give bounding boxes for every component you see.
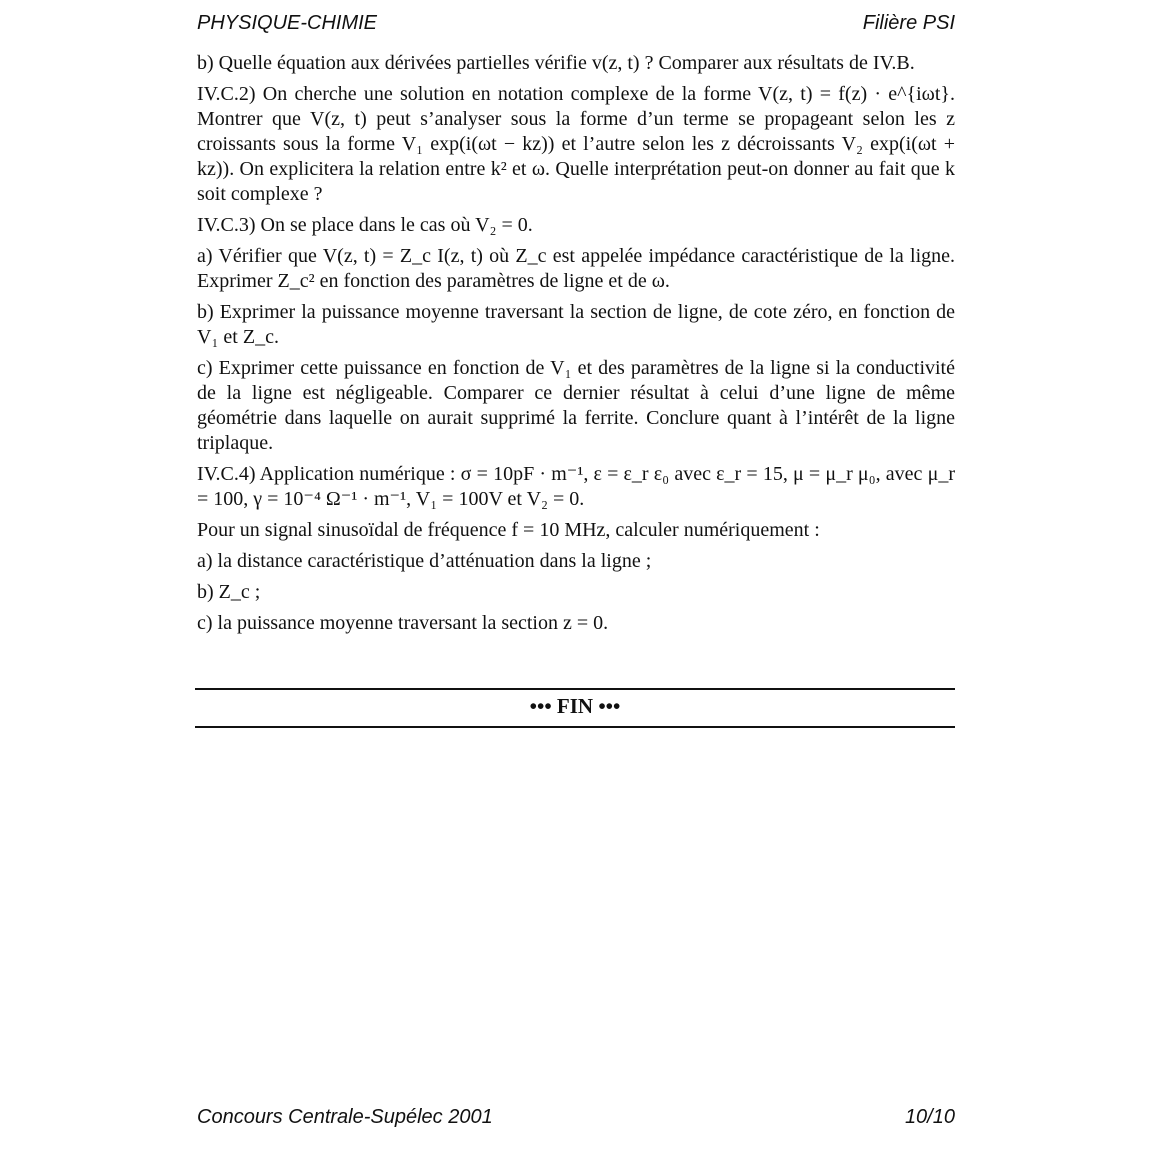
question-content — [197, 51, 955, 642]
question-iv-c-3: IV.C.3) On se place dans le cas où V₂ = 0. — [197, 214, 533, 236]
numeric-item-c: c) la puissance moyenne traversant la section z = 0. — [197, 612, 609, 634]
end-marker: ••• FIN ••• — [529, 694, 621, 718]
contest-name: Concours Centrale-Supélec 2001 — [197, 1106, 493, 1128]
question-iv-c-3-b: b) Exprimer la puissance moyenne traversant la section de ligne, de cote zéro, en fonction de V₁ et Z_c. — [197, 301, 955, 348]
numeric-item-b: b) Z_c ; — [197, 581, 261, 603]
question-iv-c-4: IV.C.4) Application numérique : σ = 10pF · m⁻¹, ε = ε_r ε₀ avec ε_r = 15, μ = μ_r μ₀, avec μ_r = 100, γ = 10⁻⁴ Ω⁻¹ · m⁻¹, V₁ = 100V et V₂ = 0. — [197, 463, 955, 510]
track-label: Filière PSI — [862, 12, 955, 34]
end-rule-top — [195, 688, 955, 690]
subject-title: PHYSIQUE-CHIMIE — [197, 12, 378, 34]
numeric-item-a: a) la distance caractéristique d’atténuation dans la ligne ; — [197, 550, 652, 572]
question-b-pde: b) Quelle équation aux dérivées partielles vérifie v(z, t) ? Comparer aux résultats de IV.B. — [197, 52, 915, 74]
question-iv-c-3-c: c) Exprimer cette puissance en fonction de V₁ et des paramètres de la ligne si la conductivité de la ligne est négligeable. Comparer ce dernier résultat à celui d’une ligne de même géométrie dans laquelle on aurait supprimé la ferrite. Conclure quant à l’intérêt de la ligne triplaque. — [197, 357, 955, 454]
end-rule-bottom — [195, 726, 955, 728]
question-iv-c-3-a: a) Vérifier que V(z, t) = Z_c I(z, t) où Z_c est appelée impédance caractéristique de la ligne. Exprimer Z_c² en fonction des paramètres de ligne et de ω. — [197, 245, 955, 292]
numeric-intro: Pour un signal sinusoïdal de fréquence f = 10 MHz, calculer numériquement : — [197, 519, 820, 541]
question-iv-c-2: IV.C.2) On cherche une solution en notation complexe de la forme V(z, t) = f(z) · e^{iωt}. Montrer que V(z, t) peut s’analyser sous la forme d’un terme se propageant selon les z croissants sous la forme V₁ exp(i(ωt − kz)) et l’autre selon les z décroissants V₂ exp(i(ωt + kz)). On explicitera la relation entre k² et ω. Quelle interprétation peut-on donner au fait que k soit complexe ? — [197, 83, 955, 205]
page-number: 10/10 — [904, 1106, 955, 1128]
